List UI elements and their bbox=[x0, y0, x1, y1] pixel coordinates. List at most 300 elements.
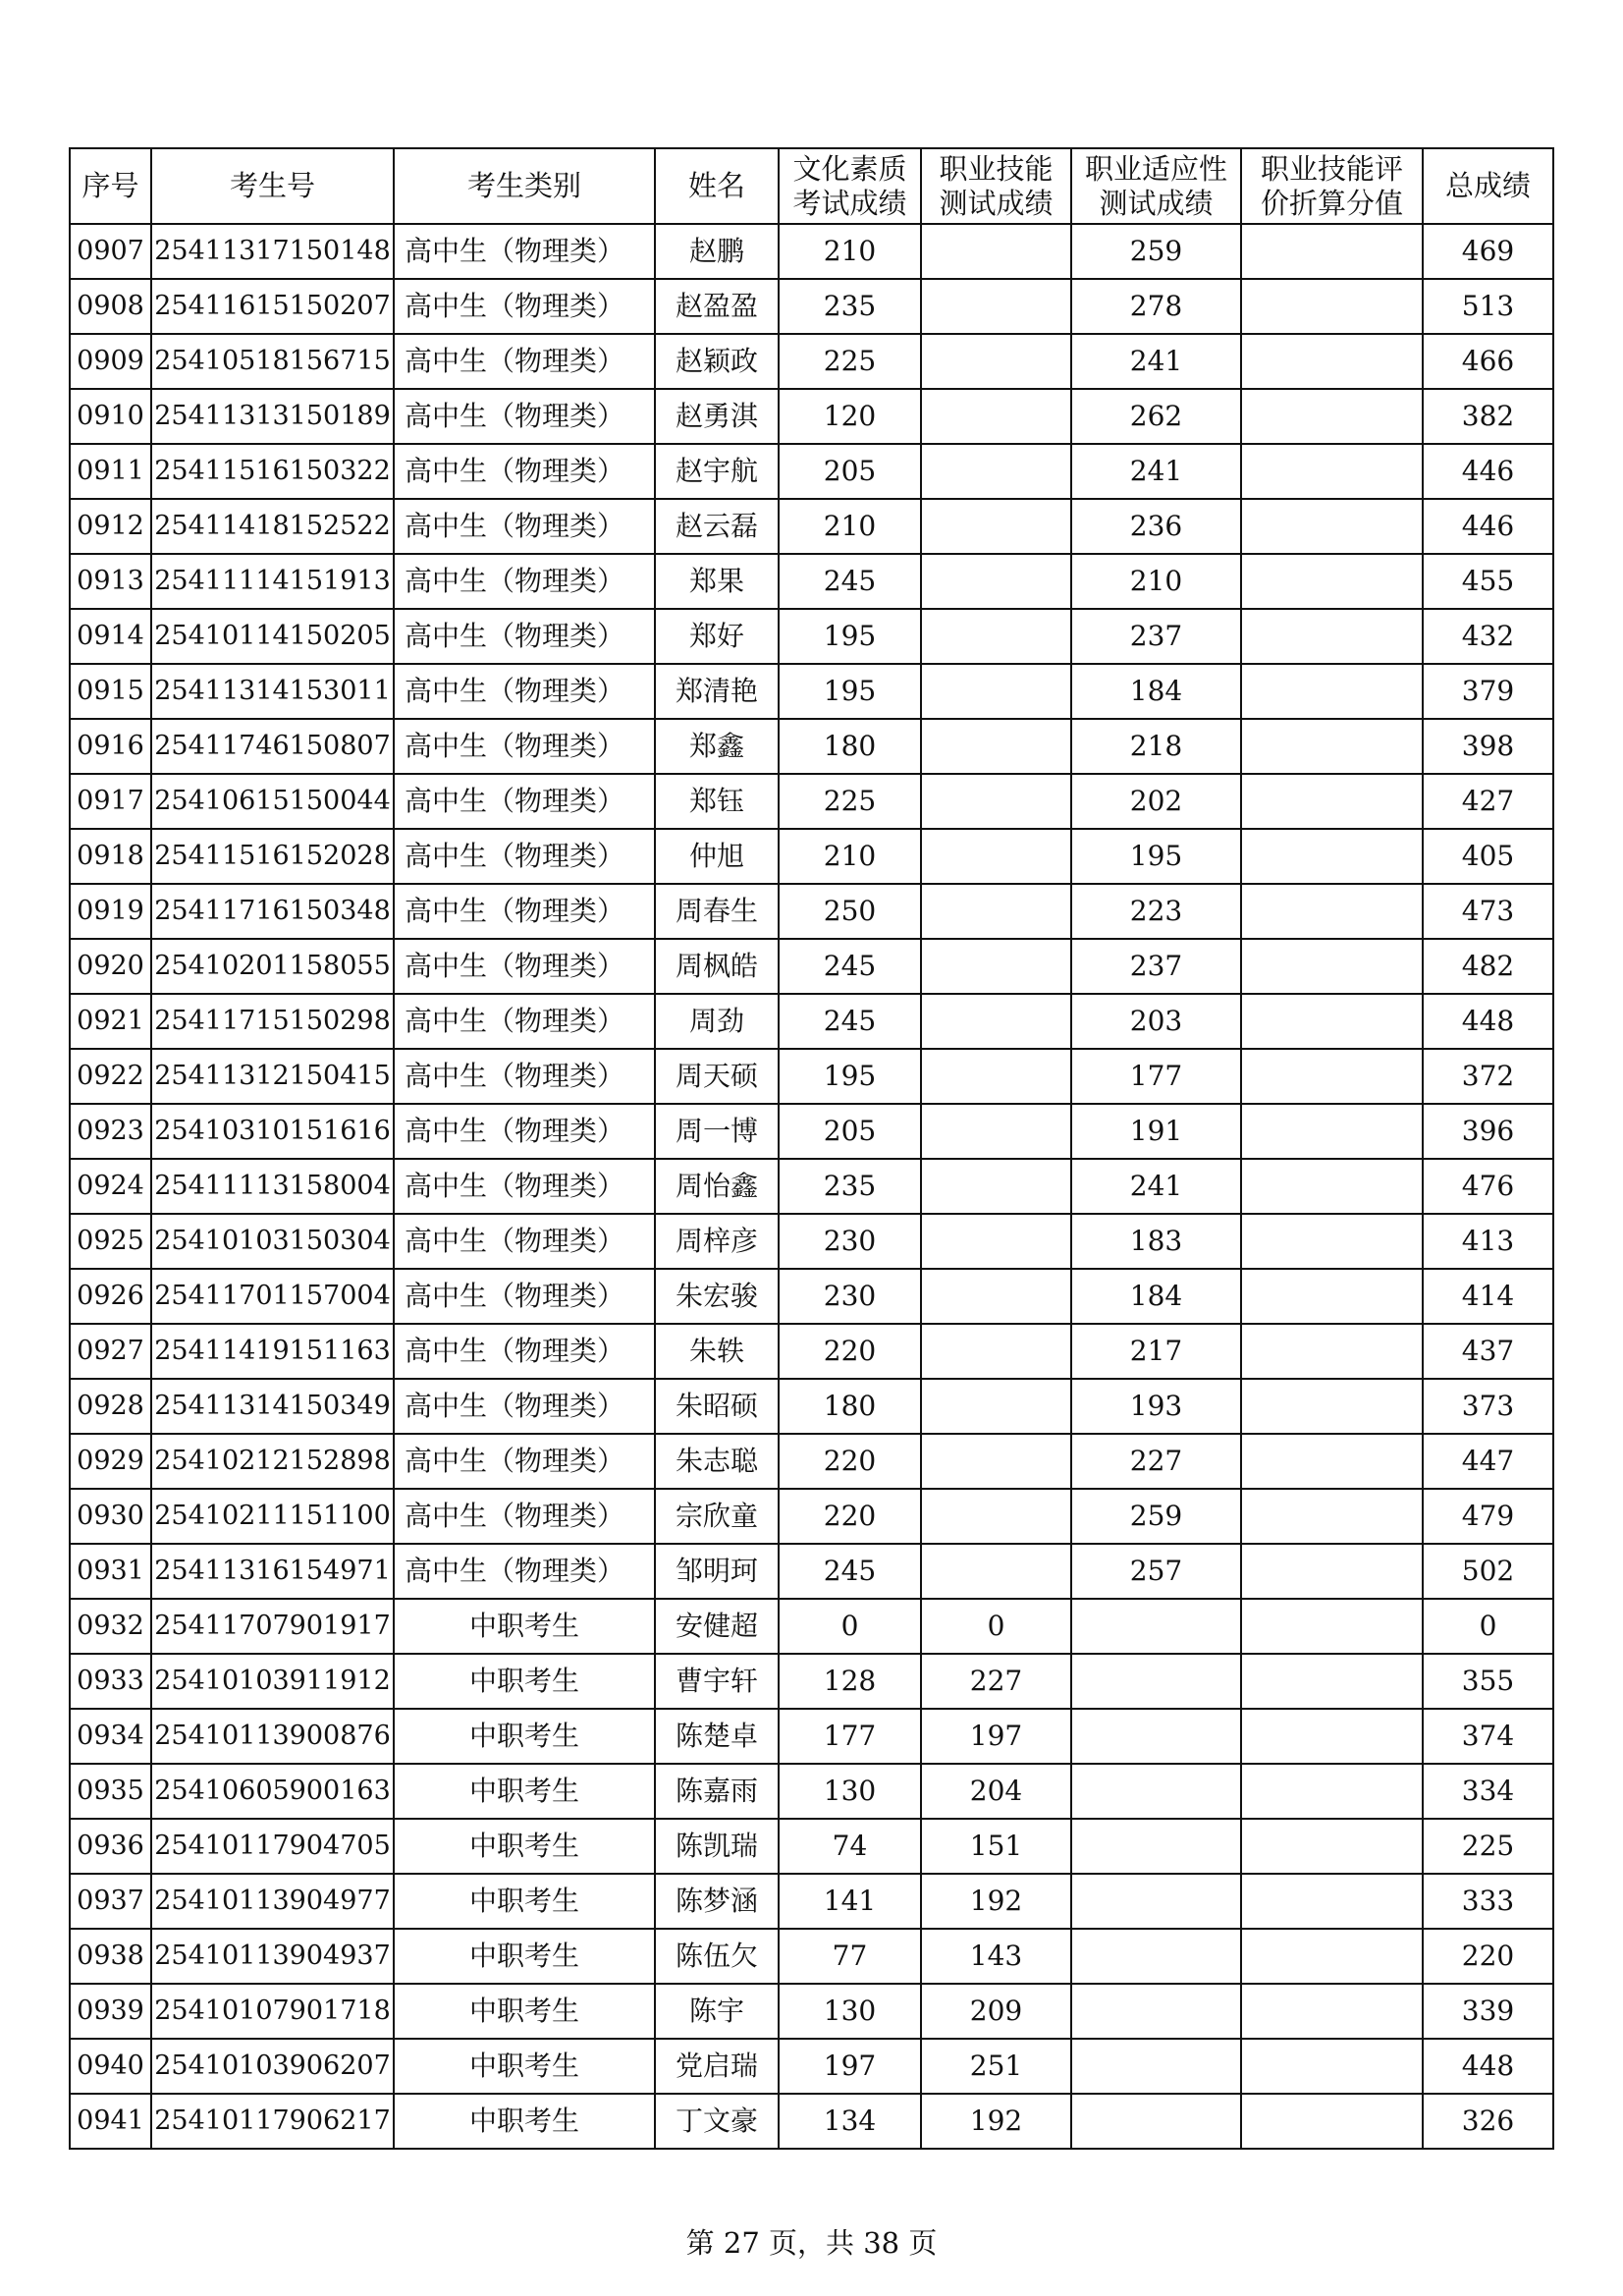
cell-skill-eval-score bbox=[1241, 1599, 1423, 1654]
cell-category: 高中生（物理类） bbox=[394, 609, 655, 664]
cell-skill-eval-score bbox=[1241, 1379, 1423, 1434]
cell-name: 朱昭硕 bbox=[655, 1379, 779, 1434]
table-row bbox=[70, 1269, 1553, 1324]
cell-category: 中职考生 bbox=[394, 1874, 655, 1929]
cell-skill-eval-score bbox=[1241, 1104, 1423, 1159]
cell-total: 502 bbox=[1423, 1544, 1553, 1599]
cell-culture-score: 220 bbox=[779, 1324, 921, 1379]
table-row bbox=[70, 1214, 1553, 1269]
cell-total: 513 bbox=[1423, 279, 1553, 334]
cell-name: 周一博 bbox=[655, 1104, 779, 1159]
cell-adapt-test-score bbox=[1071, 1874, 1241, 1929]
cell-seq: 0940 bbox=[70, 2039, 151, 2094]
table-row bbox=[70, 719, 1553, 774]
cell-seq: 0918 bbox=[70, 829, 151, 884]
cell-seq: 0911 bbox=[70, 444, 151, 499]
cell-skill-eval-score bbox=[1241, 2039, 1423, 2094]
cell-skill-eval-score bbox=[1241, 1709, 1423, 1764]
cell-adapt-test-score bbox=[1071, 1929, 1241, 1984]
cell-seq: 0909 bbox=[70, 334, 151, 389]
cell-category: 高中生（物理类） bbox=[394, 774, 655, 829]
table-row bbox=[70, 994, 1553, 1049]
cell-exam-id: 25411314153011 bbox=[151, 664, 394, 719]
cell-adapt-test-score bbox=[1071, 1654, 1241, 1709]
cell-total: 427 bbox=[1423, 774, 1553, 829]
cell-exam-id: 25410117904705 bbox=[151, 1819, 394, 1874]
cell-exam-id: 25410113904937 bbox=[151, 1929, 394, 1984]
cell-skill-test-score bbox=[921, 719, 1071, 774]
cell-skill-test-score bbox=[921, 1324, 1071, 1379]
cell-name: 朱轶 bbox=[655, 1324, 779, 1379]
header-culture-line-2: 考试成绩 bbox=[792, 186, 907, 220]
table-row bbox=[70, 1599, 1553, 1654]
cell-culture-score: 141 bbox=[779, 1874, 921, 1929]
cell-culture-score: 74 bbox=[779, 1819, 921, 1874]
cell-seq: 0910 bbox=[70, 389, 151, 444]
cell-category: 高中生（物理类） bbox=[394, 1489, 655, 1544]
cell-skill-test-score: 251 bbox=[921, 2039, 1071, 2094]
cell-category: 中职考生 bbox=[394, 1654, 655, 1709]
cell-skill-eval-score bbox=[1241, 1434, 1423, 1489]
header-seq: 序号 bbox=[70, 148, 151, 224]
cell-category: 中职考生 bbox=[394, 1764, 655, 1819]
table-row bbox=[70, 1379, 1553, 1434]
cell-skill-test-score bbox=[921, 1489, 1071, 1544]
cell-seq: 0937 bbox=[70, 1874, 151, 1929]
cell-skill-eval-score bbox=[1241, 224, 1423, 279]
cell-skill-test-score: 143 bbox=[921, 1929, 1071, 1984]
cell-skill-test-score bbox=[921, 1379, 1071, 1434]
cell-skill-eval-score bbox=[1241, 1269, 1423, 1324]
cell-skill-eval-score bbox=[1241, 444, 1423, 499]
cell-total: 479 bbox=[1423, 1489, 1553, 1544]
cell-name: 周春生 bbox=[655, 884, 779, 939]
cell-adapt-test-score: 218 bbox=[1071, 719, 1241, 774]
header-skill-eval-line-2: 价折算分值 bbox=[1260, 186, 1403, 220]
cell-category: 高中生（物理类） bbox=[394, 224, 655, 279]
cell-category: 高中生（物理类） bbox=[394, 279, 655, 334]
table-row bbox=[70, 554, 1553, 609]
cell-exam-id: 25411707901917 bbox=[151, 1599, 394, 1654]
cell-skill-eval-score bbox=[1241, 994, 1423, 1049]
cell-total: 372 bbox=[1423, 1049, 1553, 1104]
cell-name: 郑钰 bbox=[655, 774, 779, 829]
cell-exam-id: 25411418152522 bbox=[151, 499, 394, 554]
cell-skill-test-score bbox=[921, 939, 1071, 994]
cell-total: 333 bbox=[1423, 1874, 1553, 1929]
cell-total: 432 bbox=[1423, 609, 1553, 664]
cell-culture-score: 77 bbox=[779, 1929, 921, 1984]
cell-seq: 0925 bbox=[70, 1214, 151, 1269]
table-row bbox=[70, 1984, 1553, 2039]
cell-culture-score: 120 bbox=[779, 389, 921, 444]
cell-adapt-test-score: 257 bbox=[1071, 1544, 1241, 1599]
table-body bbox=[70, 224, 1553, 2149]
cell-name: 朱宏骏 bbox=[655, 1269, 779, 1324]
cell-exam-id: 25411312150415 bbox=[151, 1049, 394, 1104]
cell-skill-test-score: 192 bbox=[921, 2094, 1071, 2149]
header-exam-id: 考生号 bbox=[151, 148, 394, 224]
cell-name: 周怡鑫 bbox=[655, 1159, 779, 1214]
table-row bbox=[70, 334, 1553, 389]
cell-total: 220 bbox=[1423, 1929, 1553, 1984]
cell-skill-eval-score bbox=[1241, 279, 1423, 334]
cell-exam-id: 25411114151913 bbox=[151, 554, 394, 609]
cell-culture-score: 210 bbox=[779, 224, 921, 279]
cell-category: 高中生（物理类） bbox=[394, 444, 655, 499]
cell-category: 高中生（物理类） bbox=[394, 1214, 655, 1269]
cell-culture-score: 210 bbox=[779, 499, 921, 554]
cell-adapt-test-score: 193 bbox=[1071, 1379, 1241, 1434]
cell-skill-test-score bbox=[921, 389, 1071, 444]
table-row bbox=[70, 1434, 1553, 1489]
cell-exam-id: 25411715150298 bbox=[151, 994, 394, 1049]
cell-skill-test-score bbox=[921, 279, 1071, 334]
cell-category: 高中生（物理类） bbox=[394, 939, 655, 994]
cell-skill-eval-score bbox=[1241, 2094, 1423, 2149]
table-row bbox=[70, 279, 1553, 334]
table-row bbox=[70, 2094, 1553, 2149]
cell-exam-id: 25410211151100 bbox=[151, 1489, 394, 1544]
cell-culture-score: 130 bbox=[779, 1984, 921, 2039]
cell-exam-id: 25410103150304 bbox=[151, 1214, 394, 1269]
cell-seq: 0907 bbox=[70, 224, 151, 279]
cell-skill-test-score: 0 bbox=[921, 1599, 1071, 1654]
cell-skill-eval-score bbox=[1241, 1544, 1423, 1599]
cell-name: 朱志聪 bbox=[655, 1434, 779, 1489]
cell-skill-eval-score bbox=[1241, 1324, 1423, 1379]
cell-seq: 0941 bbox=[70, 2094, 151, 2149]
table-row bbox=[70, 1764, 1553, 1819]
header-skill-test-line-2: 测试成绩 bbox=[939, 186, 1054, 220]
cell-skill-eval-score bbox=[1241, 884, 1423, 939]
cell-total: 469 bbox=[1423, 224, 1553, 279]
cell-total: 379 bbox=[1423, 664, 1553, 719]
cell-seq: 0933 bbox=[70, 1654, 151, 1709]
cell-culture-score: 195 bbox=[779, 609, 921, 664]
cell-category: 中职考生 bbox=[394, 2039, 655, 2094]
cell-exam-id: 25411615150207 bbox=[151, 279, 394, 334]
table-row bbox=[70, 939, 1553, 994]
cell-seq: 0926 bbox=[70, 1269, 151, 1324]
table-row bbox=[70, 499, 1553, 554]
cell-category: 高中生（物理类） bbox=[394, 1269, 655, 1324]
cell-exam-id: 25411516152028 bbox=[151, 829, 394, 884]
cell-total: 339 bbox=[1423, 1984, 1553, 2039]
cell-exam-id: 25410117906217 bbox=[151, 2094, 394, 2149]
cell-culture-score: 220 bbox=[779, 1489, 921, 1544]
cell-category: 中职考生 bbox=[394, 1929, 655, 1984]
cell-exam-id: 25410212152898 bbox=[151, 1434, 394, 1489]
cell-exam-id: 25411419151163 bbox=[151, 1324, 394, 1379]
cell-exam-id: 25411316154971 bbox=[151, 1544, 394, 1599]
cell-adapt-test-score: 210 bbox=[1071, 554, 1241, 609]
cell-adapt-test-score: 217 bbox=[1071, 1324, 1241, 1379]
cell-skill-test-score bbox=[921, 1544, 1071, 1599]
cell-seq: 0936 bbox=[70, 1819, 151, 1874]
cell-category: 高中生（物理类） bbox=[394, 829, 655, 884]
cell-adapt-test-score bbox=[1071, 1709, 1241, 1764]
table-row bbox=[70, 1929, 1553, 1984]
cell-category: 高中生（物理类） bbox=[394, 884, 655, 939]
header-category: 考生类别 bbox=[394, 148, 655, 224]
cell-skill-test-score bbox=[921, 774, 1071, 829]
cell-skill-test-score bbox=[921, 884, 1071, 939]
cell-adapt-test-score: 202 bbox=[1071, 774, 1241, 829]
cell-name: 赵云磊 bbox=[655, 499, 779, 554]
table-row bbox=[70, 884, 1553, 939]
cell-culture-score: 235 bbox=[779, 1159, 921, 1214]
cell-total: 446 bbox=[1423, 444, 1553, 499]
cell-seq: 0921 bbox=[70, 994, 151, 1049]
cell-adapt-test-score: 237 bbox=[1071, 609, 1241, 664]
cell-skill-eval-score bbox=[1241, 1984, 1423, 2039]
cell-skill-eval-score bbox=[1241, 499, 1423, 554]
cell-name: 赵颖政 bbox=[655, 334, 779, 389]
cell-adapt-test-score: 262 bbox=[1071, 389, 1241, 444]
cell-culture-score: 235 bbox=[779, 279, 921, 334]
cell-adapt-test-score: 278 bbox=[1071, 279, 1241, 334]
cell-exam-id: 25410113904977 bbox=[151, 1874, 394, 1929]
cell-name: 丁文豪 bbox=[655, 2094, 779, 2149]
cell-adapt-test-score: 177 bbox=[1071, 1049, 1241, 1104]
cell-name: 邹明珂 bbox=[655, 1544, 779, 1599]
cell-adapt-test-score: 223 bbox=[1071, 884, 1241, 939]
cell-seq: 0932 bbox=[70, 1599, 151, 1654]
cell-name: 陈伍欠 bbox=[655, 1929, 779, 1984]
cell-name: 陈梦涵 bbox=[655, 1874, 779, 1929]
cell-seq: 0931 bbox=[70, 1544, 151, 1599]
cell-skill-test-score bbox=[921, 1434, 1071, 1489]
cell-culture-score: 130 bbox=[779, 1764, 921, 1819]
cell-exam-id: 25410107901718 bbox=[151, 1984, 394, 2039]
cell-total: 405 bbox=[1423, 829, 1553, 884]
cell-name: 周天硕 bbox=[655, 1049, 779, 1104]
cell-skill-test-score bbox=[921, 1104, 1071, 1159]
cell-adapt-test-score bbox=[1071, 1764, 1241, 1819]
cell-skill-test-score bbox=[921, 334, 1071, 389]
header-culture-line-1: 文化素质 bbox=[792, 151, 907, 186]
cell-skill-eval-score bbox=[1241, 719, 1423, 774]
cell-total: 0 bbox=[1423, 1599, 1553, 1654]
cell-culture-score: 134 bbox=[779, 2094, 921, 2149]
cell-category: 高中生（物理类） bbox=[394, 1379, 655, 1434]
cell-seq: 0923 bbox=[70, 1104, 151, 1159]
header-culture-score bbox=[779, 148, 921, 224]
cell-seq: 0938 bbox=[70, 1929, 151, 1984]
cell-exam-id: 25410103906207 bbox=[151, 2039, 394, 2094]
cell-skill-eval-score bbox=[1241, 1159, 1423, 1214]
cell-total: 414 bbox=[1423, 1269, 1553, 1324]
cell-adapt-test-score bbox=[1071, 2039, 1241, 2094]
cell-exam-id: 25411313150189 bbox=[151, 389, 394, 444]
cell-total: 334 bbox=[1423, 1764, 1553, 1819]
cell-skill-test-score bbox=[921, 499, 1071, 554]
cell-name: 仲旭 bbox=[655, 829, 779, 884]
cell-skill-test-score bbox=[921, 1049, 1071, 1104]
cell-skill-test-score bbox=[921, 1159, 1071, 1214]
cell-seq: 0920 bbox=[70, 939, 151, 994]
cell-seq: 0915 bbox=[70, 664, 151, 719]
header-adapt-test-line-1: 职业适应性 bbox=[1084, 151, 1227, 186]
cell-total: 225 bbox=[1423, 1819, 1553, 1874]
cell-adapt-test-score: 227 bbox=[1071, 1434, 1241, 1489]
cell-seq: 0917 bbox=[70, 774, 151, 829]
cell-exam-id: 25410615150044 bbox=[151, 774, 394, 829]
cell-category: 高中生（物理类） bbox=[394, 1434, 655, 1489]
cell-category: 高中生（物理类） bbox=[394, 994, 655, 1049]
cell-culture-score: 245 bbox=[779, 939, 921, 994]
cell-culture-score: 205 bbox=[779, 444, 921, 499]
cell-category: 高中生（物理类） bbox=[394, 554, 655, 609]
cell-adapt-test-score: 237 bbox=[1071, 939, 1241, 994]
cell-skill-eval-score bbox=[1241, 554, 1423, 609]
cell-category: 中职考生 bbox=[394, 2094, 655, 2149]
cell-culture-score: 180 bbox=[779, 719, 921, 774]
cell-adapt-test-score bbox=[1071, 1984, 1241, 2039]
table-header-row bbox=[70, 148, 1553, 224]
header-total: 总成绩 bbox=[1423, 148, 1553, 224]
cell-skill-eval-score bbox=[1241, 389, 1423, 444]
table-row bbox=[70, 1819, 1553, 1874]
page-number: 第 27 页，共 38 页 bbox=[685, 2226, 938, 2260]
cell-seq: 0919 bbox=[70, 884, 151, 939]
cell-name: 陈凯瑞 bbox=[655, 1819, 779, 1874]
cell-skill-test-score bbox=[921, 994, 1071, 1049]
cell-culture-score: 195 bbox=[779, 664, 921, 719]
cell-total: 455 bbox=[1423, 554, 1553, 609]
cell-name: 周劲 bbox=[655, 994, 779, 1049]
cell-skill-test-score bbox=[921, 609, 1071, 664]
cell-exam-id: 25411746150807 bbox=[151, 719, 394, 774]
cell-skill-test-score: 227 bbox=[921, 1654, 1071, 1709]
cell-skill-eval-score bbox=[1241, 1874, 1423, 1929]
cell-culture-score: 230 bbox=[779, 1269, 921, 1324]
cell-category: 中职考生 bbox=[394, 1984, 655, 2039]
score-table bbox=[69, 147, 1554, 2150]
cell-exam-id: 25411701157004 bbox=[151, 1269, 394, 1324]
cell-skill-test-score: 209 bbox=[921, 1984, 1071, 2039]
cell-culture-score: 205 bbox=[779, 1104, 921, 1159]
cell-culture-score: 230 bbox=[779, 1214, 921, 1269]
cell-culture-score: 245 bbox=[779, 1544, 921, 1599]
cell-adapt-test-score: 259 bbox=[1071, 1489, 1241, 1544]
header-adapt-test-score bbox=[1071, 148, 1241, 224]
cell-total: 482 bbox=[1423, 939, 1553, 994]
cell-adapt-test-score bbox=[1071, 2094, 1241, 2149]
cell-name: 周枫皓 bbox=[655, 939, 779, 994]
table-row bbox=[70, 1159, 1553, 1214]
cell-name: 赵宇航 bbox=[655, 444, 779, 499]
cell-skill-eval-score bbox=[1241, 1049, 1423, 1104]
cell-total: 382 bbox=[1423, 389, 1553, 444]
cell-culture-score: 197 bbox=[779, 2039, 921, 2094]
cell-exam-id: 25410114150205 bbox=[151, 609, 394, 664]
cell-seq: 0930 bbox=[70, 1489, 151, 1544]
cell-name: 宗欣童 bbox=[655, 1489, 779, 1544]
cell-category: 高中生（物理类） bbox=[394, 664, 655, 719]
cell-skill-test-score: 192 bbox=[921, 1874, 1071, 1929]
cell-adapt-test-score bbox=[1071, 1599, 1241, 1654]
cell-name: 安健超 bbox=[655, 1599, 779, 1654]
cell-adapt-test-score: 259 bbox=[1071, 224, 1241, 279]
cell-culture-score: 128 bbox=[779, 1654, 921, 1709]
cell-category: 高中生（物理类） bbox=[394, 1104, 655, 1159]
cell-skill-test-score bbox=[921, 829, 1071, 884]
cell-seq: 0934 bbox=[70, 1709, 151, 1764]
table-row bbox=[70, 1104, 1553, 1159]
table-row bbox=[70, 1049, 1553, 1104]
cell-exam-id: 25411716150348 bbox=[151, 884, 394, 939]
header-name: 姓名 bbox=[655, 148, 779, 224]
cell-skill-test-score bbox=[921, 1214, 1071, 1269]
cell-culture-score: 177 bbox=[779, 1709, 921, 1764]
header-skill-eval-score bbox=[1241, 148, 1423, 224]
cell-seq: 0916 bbox=[70, 719, 151, 774]
cell-skill-eval-score bbox=[1241, 334, 1423, 389]
cell-adapt-test-score: 183 bbox=[1071, 1214, 1241, 1269]
cell-culture-score: 225 bbox=[779, 334, 921, 389]
cell-skill-test-score bbox=[921, 1269, 1071, 1324]
cell-culture-score: 245 bbox=[779, 554, 921, 609]
cell-skill-eval-score bbox=[1241, 1764, 1423, 1819]
cell-category: 高中生（物理类） bbox=[394, 1049, 655, 1104]
cell-culture-score: 210 bbox=[779, 829, 921, 884]
cell-name: 曹宇轩 bbox=[655, 1654, 779, 1709]
cell-seq: 0935 bbox=[70, 1764, 151, 1819]
cell-seq: 0928 bbox=[70, 1379, 151, 1434]
cell-name: 郑鑫 bbox=[655, 719, 779, 774]
cell-exam-id: 25410310151616 bbox=[151, 1104, 394, 1159]
cell-category: 高中生（物理类） bbox=[394, 499, 655, 554]
cell-name: 赵盈盈 bbox=[655, 279, 779, 334]
cell-skill-eval-score bbox=[1241, 1214, 1423, 1269]
cell-skill-test-score: 197 bbox=[921, 1709, 1071, 1764]
cell-category: 高中生（物理类） bbox=[394, 1159, 655, 1214]
cell-skill-eval-score bbox=[1241, 609, 1423, 664]
cell-name: 陈宇 bbox=[655, 1984, 779, 2039]
cell-exam-id: 25410518156715 bbox=[151, 334, 394, 389]
cell-skill-eval-score bbox=[1241, 1654, 1423, 1709]
cell-total: 398 bbox=[1423, 719, 1553, 774]
cell-category: 高中生（物理类） bbox=[394, 719, 655, 774]
cell-exam-id: 25410103911912 bbox=[151, 1654, 394, 1709]
cell-total: 374 bbox=[1423, 1709, 1553, 1764]
cell-name: 周梓彦 bbox=[655, 1214, 779, 1269]
cell-seq: 0908 bbox=[70, 279, 151, 334]
cell-seq: 0929 bbox=[70, 1434, 151, 1489]
table-row bbox=[70, 609, 1553, 664]
cell-total: 413 bbox=[1423, 1214, 1553, 1269]
cell-category: 高中生（物理类） bbox=[394, 389, 655, 444]
cell-total: 448 bbox=[1423, 994, 1553, 1049]
cell-exam-id: 25411314150349 bbox=[151, 1379, 394, 1434]
cell-adapt-test-score: 241 bbox=[1071, 444, 1241, 499]
cell-skill-test-score bbox=[921, 444, 1071, 499]
cell-culture-score: 245 bbox=[779, 994, 921, 1049]
cell-total: 476 bbox=[1423, 1159, 1553, 1214]
cell-skill-eval-score bbox=[1241, 1929, 1423, 1984]
cell-seq: 0912 bbox=[70, 499, 151, 554]
cell-name: 赵鹏 bbox=[655, 224, 779, 279]
cell-exam-id: 25410605900163 bbox=[151, 1764, 394, 1819]
cell-culture-score: 220 bbox=[779, 1434, 921, 1489]
cell-skill-test-score bbox=[921, 664, 1071, 719]
cell-seq: 0922 bbox=[70, 1049, 151, 1104]
cell-culture-score: 0 bbox=[779, 1599, 921, 1654]
cell-total: 355 bbox=[1423, 1654, 1553, 1709]
cell-exam-id: 25410113900876 bbox=[151, 1709, 394, 1764]
